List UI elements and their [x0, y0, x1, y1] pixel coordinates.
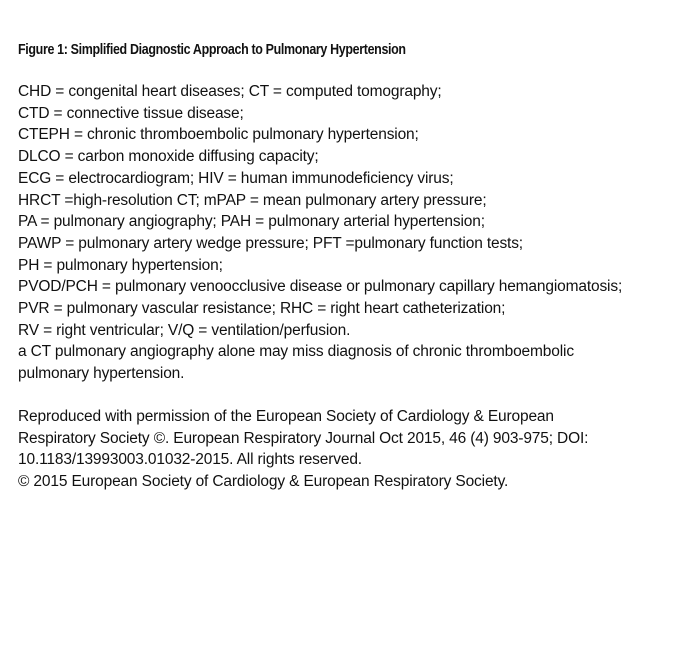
abbreviation-list: [18, 81, 694, 341]
credit-line: Respiratory Society ©. European Respiratory Journal Oct 2015, 46 (4) 903-975; DOI:: [18, 429, 589, 447]
abbreviation-line: RV = right ventricular; V/Q = ventilation/perfusion.: [18, 321, 351, 339]
abbreviation-line: CTD = connective tissue disease;: [18, 104, 244, 122]
footnote-a: [18, 341, 694, 384]
abbreviation-line: ECG = electrocardiogram; HIV = human immunodeficiency virus;: [18, 169, 454, 187]
copyright-line: © 2015 European Society of Cardiology & European Respiratory Society.: [18, 472, 509, 490]
footnote-line: pulmonary hypertension.: [18, 365, 185, 383]
abbreviation-line: PH = pulmonary hypertension;: [18, 256, 223, 274]
footnote-line: a CT pulmonary angiography alone may miss diagnosis of chronic thromboembolic: [18, 343, 574, 361]
figure-caption-page: [18, 40, 694, 493]
figure-title: Figure 1: Simplified Diagnostic Approach to Pulmonary Hypertension: [18, 42, 406, 58]
abbreviation-line: DLCO = carbon monoxide diffusing capacity;: [18, 148, 319, 166]
abbreviation-line: PVR = pulmonary vascular resistance; RHC = right heart catheterization;: [18, 300, 506, 318]
abbreviation-line: CTEPH = chronic thromboembolic pulmonary hypertension;: [18, 126, 419, 144]
abbreviation-line: PAWP = pulmonary artery wedge pressure; PFT =pulmonary function tests;: [18, 234, 523, 252]
abbreviation-line: CHD = congenital heart diseases; CT = computed tomography;: [18, 83, 442, 100]
permission-credit: [18, 406, 694, 493]
credit-line: Reproduced with permission of the European Society of Cardiology & European: [18, 407, 554, 425]
abbreviation-line: HRCT =high-resolution CT; mPAP = mean pulmonary artery pressure;: [18, 191, 487, 209]
credit-line: 10.1183/13993003.01032-2015. All rights reserved.: [18, 451, 362, 469]
abbreviation-line: PVOD/PCH = pulmonary venoocclusive disease or pulmonary capillary hemangiomatosis;: [18, 278, 623, 296]
abbreviation-line: PA = pulmonary angiography; PAH = pulmonary arterial hypertension;: [18, 213, 485, 231]
